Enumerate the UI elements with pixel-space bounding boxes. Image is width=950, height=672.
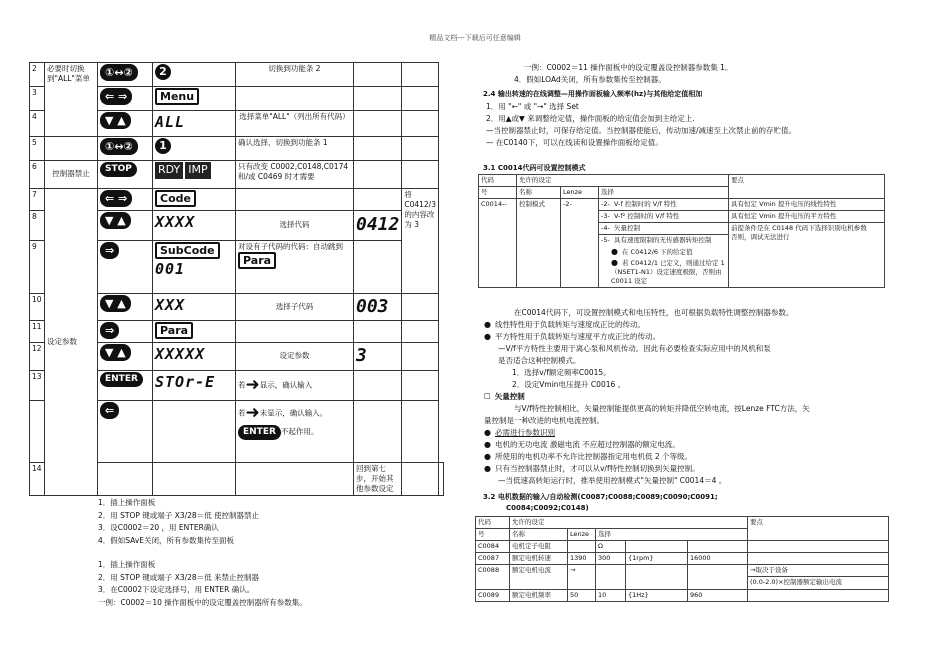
table-row: 4 ▼ ▲ ALL 选择菜单"ALL"（列出所有代码） <box>30 111 444 137</box>
code-0412: 0412 <box>356 214 400 236</box>
motor-data-table: 代码 允许的设定 要点 号 名称 Lenze 选择 C0084 电机定子电阻 Ω C0087 额定电机转速 1390 300 {1rpm} 16000 C0088 额定电机电流 → →取决于设备 (0.0-2.0)×控制器额定输出电流 C0089 额定电机频率 50 10 {1Hz} 960 <box>475 516 889 602</box>
function-bar-switch-key: ①↔② <box>100 64 138 81</box>
subcode-value-display: 001 <box>155 260 186 279</box>
subcode-select-display: XXX <box>155 296 186 314</box>
right-arrow-key: ⇒ <box>100 242 119 259</box>
store-display: STOr-E <box>155 372 216 391</box>
rdy-display: RDY <box>155 162 183 179</box>
table-row: -4- 矢量控制 前提条件是在 C0148 代码下选择识别电机参数 否则，调试无法进行 <box>479 223 885 235</box>
menu-display: Menu <box>155 88 199 105</box>
left-right-arrow-keys: ⇐ ⇒ <box>100 190 132 207</box>
table-row: 5 ①↔② 1 确认选择，切换到功能条 1 <box>30 137 444 161</box>
left-notes: 1．插上操作面板 2．用 STOP 键或端子 X3/28＝低 使控制器禁止 3．设C0002＝20 ，用 ENTER确认 4．假如SAvE关闭，所有参数集传至面板 1．插上操作面板 2．用 STOP 键或端子 X3/28＝低 来禁止控制器 3．在C0002下设定选择号，用 ENTER 确认。 一例：C0002＝10 操作面板中的设定覆盖控制器所有参数集。 <box>98 498 307 607</box>
table-row: 7 设定参数 ⇐ ⇒ Code 将 C0412/3 的内容改为 3 <box>30 189 444 211</box>
table-row: C0084 电机定子电阻 Ω <box>476 541 889 553</box>
code-3: 3 <box>356 345 367 367</box>
para-display: Para <box>238 252 276 269</box>
procedure-table <box>29 62 444 496</box>
up-down-keys: ▼ ▲ <box>100 344 131 361</box>
up-down-keys: ▼ ▲ <box>100 112 131 129</box>
table-row: 3 ⇐ ⇒ Menu <box>30 87 444 111</box>
table-row: 11 ⇒ Para <box>30 321 444 343</box>
all-display: ALL <box>155 113 186 131</box>
function-bar-switch-key: ①↔② <box>100 138 138 155</box>
right-arrow-key: ⇒ <box>100 322 119 339</box>
table-row: 14 回到第七步，开始其他参数设定 <box>30 462 444 495</box>
section-2-4-title: 2.4 输出转速的在线调整—用操作面板输入频率(hz)与其他给定值相加 <box>483 90 703 98</box>
bullet-icon: ● <box>484 320 491 329</box>
control-mode-table: 代码 允许的设定 要点 号 名称 Lenze 选择 C0014-- 控制模式 -2- -2- V-f 控制时的 V/f 特性 具有恒定 Vmin 提升电压的线性特性 -3- V-f² 控制时的 V/f 特性 具有恒定 Vmin 提升电压的平方特性 -4- 矢量控制 前提条件是在 C0148 代码下选择识别电机参数 否则，调试无法进行 -5- 具有速度限制的无传感器转矩控制 ● 在 C0412/6 下的给定值 ● 若 C0412/1 已定义，则通过给定 1（NSET1-N1）设定速度极限，否则由 C0011 设定 <box>478 174 885 288</box>
enter-key-icon: ENTER <box>238 425 281 440</box>
bullet-icon: ● <box>484 452 491 461</box>
section-3-1-title: 3.1 C0014代码可设置控制模式 <box>483 164 586 172</box>
table-row: C0088 额定电机电流 → →取决于设备 <box>476 565 889 577</box>
imp-display: IMP <box>185 162 210 179</box>
remark-cell: 将 C0412/3 的内容改为 3 <box>402 189 439 294</box>
section-2-4-body: 1．用 "←" 或 "→" 选择 Set 2．用▲或▼ 来调整给定值，操作面板的给定值会加到主给定上. —当控制器禁止时，可保存给定值。当控制器使能后，传动加速/减速至上次禁止前的存贮值。 — 在C0140下，可以在线读和设置操作面板给定值。 <box>486 102 797 147</box>
table-row: C0014-- 控制模式 -2- -2- V-f 控制时的 V/f 特性 具有恒定 Vmin 提升电压的线性特性 <box>479 199 885 211</box>
control-mode-notes: 在C0014代码下，可设置控制模式和电压特性，也可根据负载特性调整控制器参数。 ● 线性特性用于负载转矩与速度成正比的传动。 ● 平方特性用于负载转矩与速度平方成正比的传动。 —V/f平方特性主要用于离心泵和风机传动。因此有必要检查实际应用中的风机和泵 是否适合这种控制模式。 1．选择v/f额定频率C0015。 2．设定Vmin电压提升 C0016 。 ☐ 矢量控制 与V/f特性控制相比，矢量控制能提供更高的转矩并降低空转电流，按Lenze FTC方法，矢 量控制是一种改进的电机电流控制。 ● 必需进行参数识别 ● 电机的无功电流 激磁电流 不应超过控制器的额定电流。 ● 所使用的电机功率不允许比控制器指定用电机低 2 个等级。 ● 只有当控制器禁止时，才可以从v/f特性控制切换到矢量控制。 —当低速高转矩运行时，推举使用控制模式"矢量控制" C0014＝4 。 <box>484 308 810 485</box>
left-arrow-key: ⇐ <box>100 402 119 419</box>
table-row: (0.0-2.0)×控制器额定输出电流 <box>476 577 889 589</box>
confirm-arrow-icon: ➜ <box>245 402 260 423</box>
checkbox-icon: ☐ <box>484 392 491 401</box>
table-row: 13 ENTER STOr-E 若➜显示，确认输入 <box>30 370 444 400</box>
table-row: 9 ⇒ SubCode 001 对设有子代码的代码：自动跳到 Para <box>30 241 444 294</box>
code-003: 003 <box>356 296 389 317</box>
stop-key: STOP <box>100 162 137 177</box>
up-down-keys: ▼ ▲ <box>100 295 131 312</box>
left-right-arrow-keys: ⇐ ⇒ <box>100 88 132 105</box>
bullet-icon: ● <box>484 428 491 437</box>
bullet-icon: ● <box>484 332 491 341</box>
function-bar-2-icon: 2 <box>155 64 171 80</box>
confirm-arrow-icon: ➜ <box>245 374 260 395</box>
table-row: 12 ▼ ▲ XXXXX 设定参数 3 <box>30 343 444 370</box>
table-row: C0087 额定电机转速 1390 300 {1rpm} 16000 <box>476 553 889 565</box>
code-display: Code <box>155 190 196 207</box>
code-value-display: XXXX <box>155 213 196 231</box>
table-row: 10 ▼ ▲ XXX 选择子代码 003 <box>30 294 444 321</box>
parameter-value-display: XXXXX <box>155 345 206 364</box>
table-row: 2 必要时切换到"ALL"菜单 ①↔② 2 切换到功能条 2 <box>30 63 444 87</box>
table-row: -3- V-f² 控制时的 V/f 特性 具有恒定 Vmin 提升电压的平方特性 <box>479 211 885 223</box>
up-down-keys: ▼ ▲ <box>100 212 131 229</box>
section-3-2-title-cont: C0084;C0092;C0148) <box>506 504 589 512</box>
bullet-icon: ● <box>484 440 491 449</box>
section-3-2-title: 3.2 电机数据的输入/自动检测(C0087;C0088;C0089;C0090;C0091; <box>483 493 718 501</box>
enter-key: ENTER <box>100 372 143 387</box>
set-parameter-step: 设定参数 <box>45 189 98 496</box>
bullet-icon: ● <box>611 246 618 256</box>
function-bar-1-icon: 1 <box>155 138 171 154</box>
table-row: -5- 具有速度限制的无传感器转矩控制 ● 在 C0412/6 下的给定值 ● 若 C0412/1 已定义，则通过给定 1（NSET1-N1）设定速度极限，否则由 C0011 设定 <box>479 235 885 288</box>
table-row: 8 ▼ ▲ XXXX 选择代码 0412 <box>30 211 444 241</box>
step-cell: 必要时切换到"ALL"菜单 <box>45 63 98 137</box>
table-row: C0089 额定电机频率 50 10 {1Hz} 960 <box>476 589 889 601</box>
bullet-icon: ● <box>611 257 618 267</box>
subcode-display: SubCode <box>155 242 220 259</box>
right-top-text: 一例：C0002＝11 操作面板中的设定覆盖设控制器参数集 1。 4．假如LOAd关闭，所有参数集传至控制器。 <box>514 63 733 84</box>
para-display: Para <box>155 322 193 339</box>
table-row: ⇐ 若➜未显示，确认输入。 ENTER 不起作用。 <box>30 400 444 462</box>
page-header: 精品文档---下载后可任意编辑 <box>429 34 521 42</box>
bullet-icon: ● <box>484 464 491 473</box>
table-row: 6 控制器禁止 STOP RDY IMP 只有改变 C0002,C0148,C0174 和/或 C0469 时才需要 <box>30 161 444 189</box>
